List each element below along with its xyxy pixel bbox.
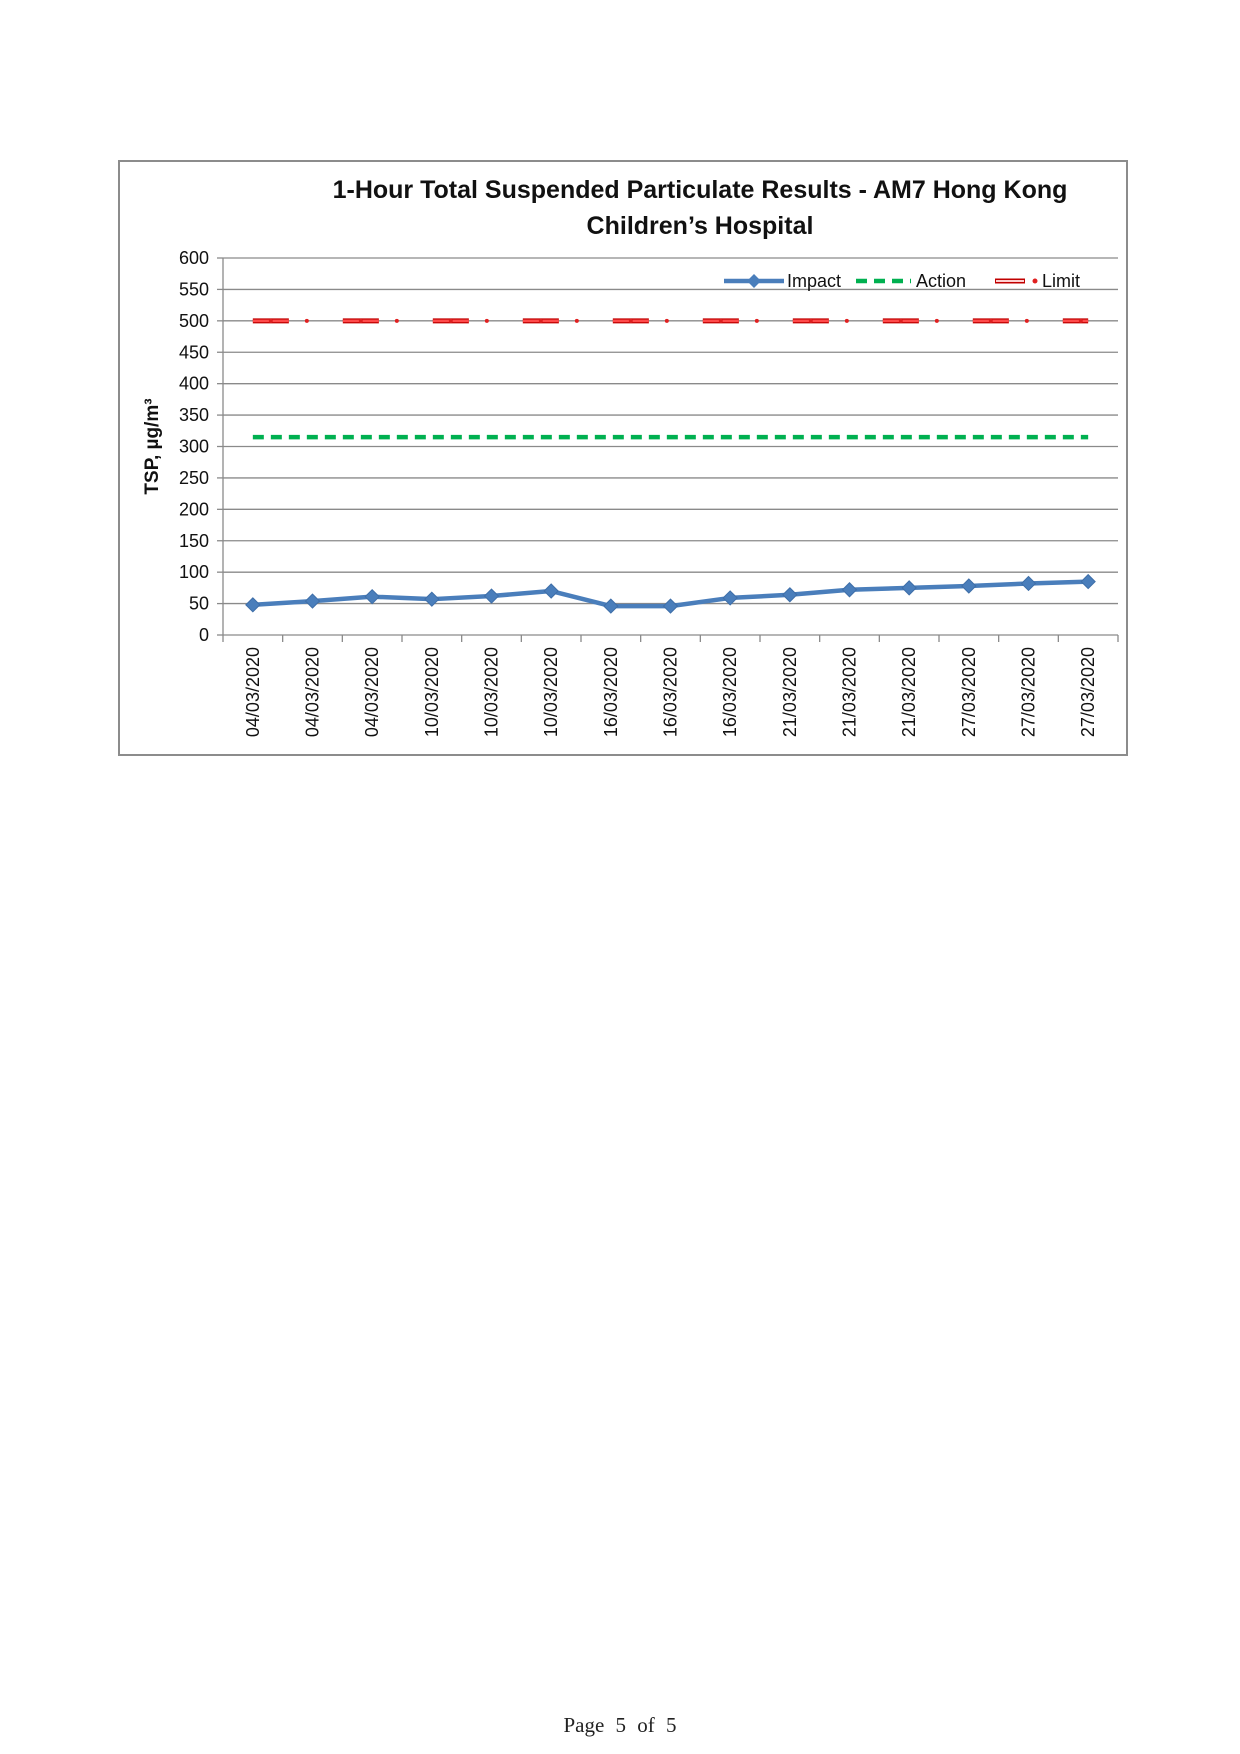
y-tick-label: 100 <box>178 562 209 583</box>
x-tick-label: 04/03/2020 <box>302 647 323 738</box>
footer-page-total: 5 <box>666 1713 677 1737</box>
chart-frame <box>118 160 1128 756</box>
impact-point <box>664 599 678 613</box>
y-tick-label: 500 <box>178 310 209 331</box>
y-tick-label: 350 <box>178 405 209 426</box>
impact-point <box>902 581 916 595</box>
x-tick-label: 16/03/2020 <box>720 647 741 738</box>
chart-svg <box>120 162 1130 758</box>
x-tick-label: 10/03/2020 <box>421 647 442 738</box>
y-tick-label: 200 <box>178 499 209 520</box>
impact-point <box>485 589 499 603</box>
x-tick-label: 04/03/2020 <box>242 647 263 738</box>
footer-page-word: Page <box>563 1713 605 1737</box>
impact-point <box>843 583 857 597</box>
legend-action-label: Action <box>916 271 967 291</box>
impact-point <box>962 579 976 593</box>
impact-point <box>1022 576 1036 590</box>
y-tick-label: 400 <box>178 373 209 394</box>
legend-impact-marker <box>747 274 761 288</box>
y-tick-label: 250 <box>178 467 209 488</box>
impact-point <box>544 584 558 598</box>
footer-of-word: of <box>637 1713 655 1737</box>
chart-title-line: Children’s Hospital <box>586 212 814 240</box>
footer-page-number: 5 <box>615 1713 627 1737</box>
x-tick-label: 27/03/2020 <box>1018 647 1039 738</box>
y-tick-label: 450 <box>178 342 209 363</box>
impact-point <box>365 590 379 604</box>
legend-limit-dot <box>1033 279 1038 284</box>
x-tick-label: 10/03/2020 <box>541 647 562 738</box>
y-tick-label: 0 <box>198 625 209 645</box>
page-footer <box>0 1713 1240 1738</box>
impact-point <box>604 599 618 613</box>
y-tick-label: 50 <box>188 593 209 614</box>
y-tick-label: 550 <box>178 279 209 300</box>
x-tick-label: 10/03/2020 <box>481 647 502 738</box>
x-tick-label: 21/03/2020 <box>839 647 860 738</box>
x-tick-label: 04/03/2020 <box>362 647 383 738</box>
y-tick-label: 300 <box>178 436 209 457</box>
y-axis-label: TSP, µg/m³ <box>142 398 163 495</box>
impact-point <box>246 598 260 612</box>
x-tick-label: 27/03/2020 <box>1078 647 1099 738</box>
x-tick-label: 16/03/2020 <box>600 647 621 738</box>
x-tick-label: 16/03/2020 <box>660 647 681 738</box>
x-tick-label: 21/03/2020 <box>779 647 800 738</box>
x-tick-label: 21/03/2020 <box>899 647 920 738</box>
legend-impact-label: Impact <box>787 271 842 291</box>
impact-point <box>723 591 737 605</box>
impact-point <box>783 588 797 602</box>
y-tick-label: 150 <box>178 530 209 551</box>
impact-point <box>306 594 320 608</box>
chart-title-line: 1-Hour Total Suspended Particulate Results - AM7 Hong Kong <box>332 176 1068 204</box>
impact-point <box>1081 575 1095 589</box>
x-tick-label: 27/03/2020 <box>958 647 979 738</box>
y-tick-label: 600 <box>178 248 209 268</box>
legend-limit-label: Limit <box>1042 271 1081 291</box>
